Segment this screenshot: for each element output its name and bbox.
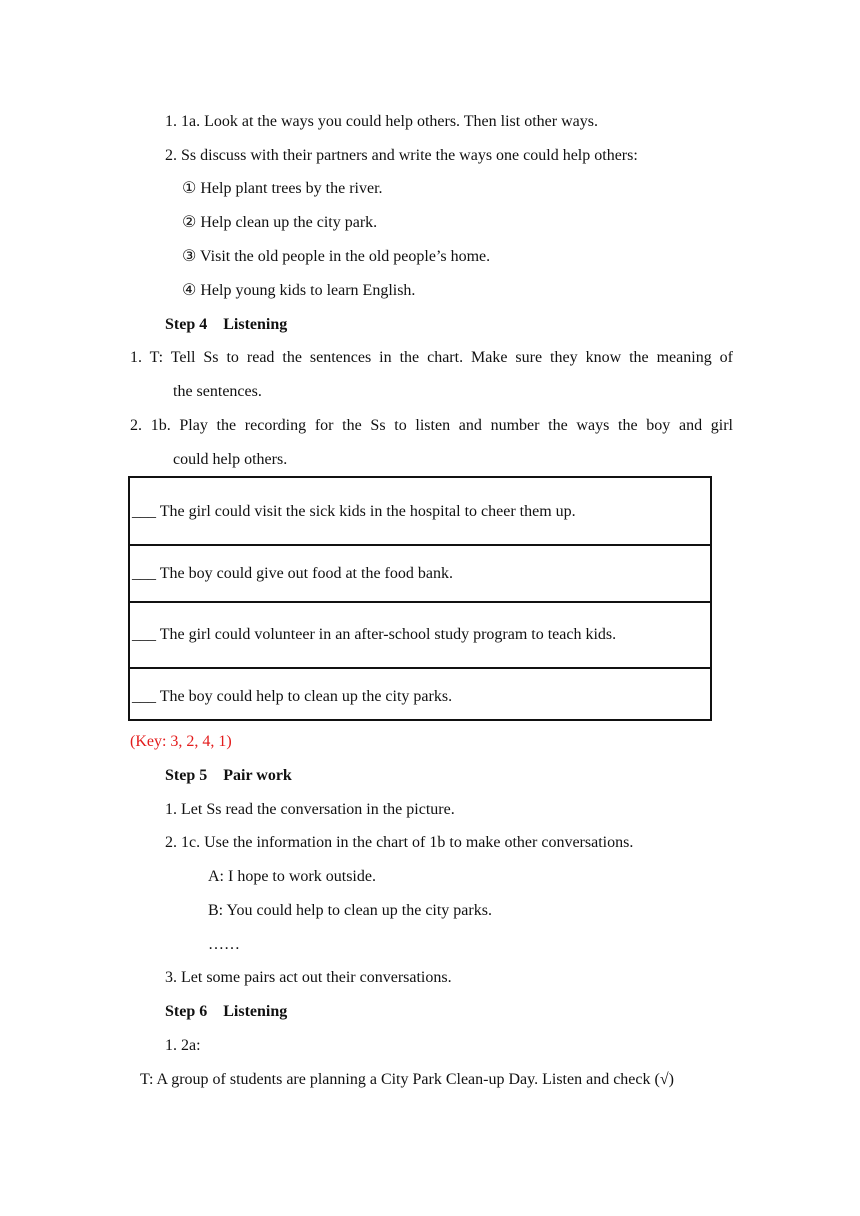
step6-teacher-instruction: T: A group of students are planning a City Park Clean-up Day. Listen and check (√) — [140, 1071, 674, 1088]
dialogue-line-a: A: I hope to work outside. — [208, 868, 376, 885]
step4-heading: Step 4 Listening — [165, 316, 288, 333]
step6-item-1: 1. 2a: — [165, 1037, 201, 1054]
way-item-2: ② Help clean up the city park. — [182, 214, 378, 231]
chart-row-4 — [130, 669, 710, 719]
step4-item-1-line-1: 1. T: Tell Ss to read the sentences in the chart. Make sure they know the meaning of — [130, 349, 733, 366]
step6-heading: Step 6 Listening — [165, 1003, 288, 1020]
way-item-3: ③ Visit the old people in the old people’s home. — [182, 248, 491, 265]
chart-row-text: ___ The boy could give out food at the food bank. — [132, 565, 453, 582]
step5-item-1: 1. Let Ss read the conversation in the picture. — [165, 801, 455, 818]
dialogue-line-b: B: You could help to clean up the city parks. — [208, 902, 492, 919]
chart-row-text: ___ The girl could volunteer in an after-school study program to teach kids. — [132, 626, 617, 643]
dialogue-ellipsis: …… — [208, 936, 240, 953]
chart-row-2 — [130, 546, 710, 601]
intro-item-1: 1. 1a. Look at the ways you could help others. Then list other ways. — [165, 113, 598, 130]
step4-item-2-line-2: could help others. — [173, 451, 288, 468]
step4-item-2-line-1: 2. 1b. Play the recording for the Ss to listen and number the ways the boy and girl — [130, 417, 733, 434]
step5-item-3: 3. Let some pairs act out their conversations. — [165, 969, 452, 986]
chart-row-text: ___ The girl could visit the sick kids in the hospital to cheer them up. — [132, 503, 576, 520]
listening-chart — [128, 476, 712, 721]
answer-key: (Key: 3, 2, 4, 1) — [130, 733, 232, 750]
chart-row-text: ___ The boy could help to clean up the city parks. — [132, 688, 453, 705]
way-item-4: ④ Help young kids to learn English. — [182, 282, 416, 299]
way-item-1: ① Help plant trees by the river. — [182, 180, 383, 197]
intro-item-2: 2. Ss discuss with their partners and write the ways one could help others: — [165, 147, 638, 164]
chart-row-1 — [130, 478, 710, 544]
step4-item-1-line-2: the sentences. — [173, 383, 262, 400]
step5-item-2: 2. 1c. Use the information in the chart of 1b to make other conversations. — [165, 834, 634, 851]
step5-heading: Step 5 Pair work — [165, 767, 292, 784]
chart-row-3 — [130, 603, 710, 667]
